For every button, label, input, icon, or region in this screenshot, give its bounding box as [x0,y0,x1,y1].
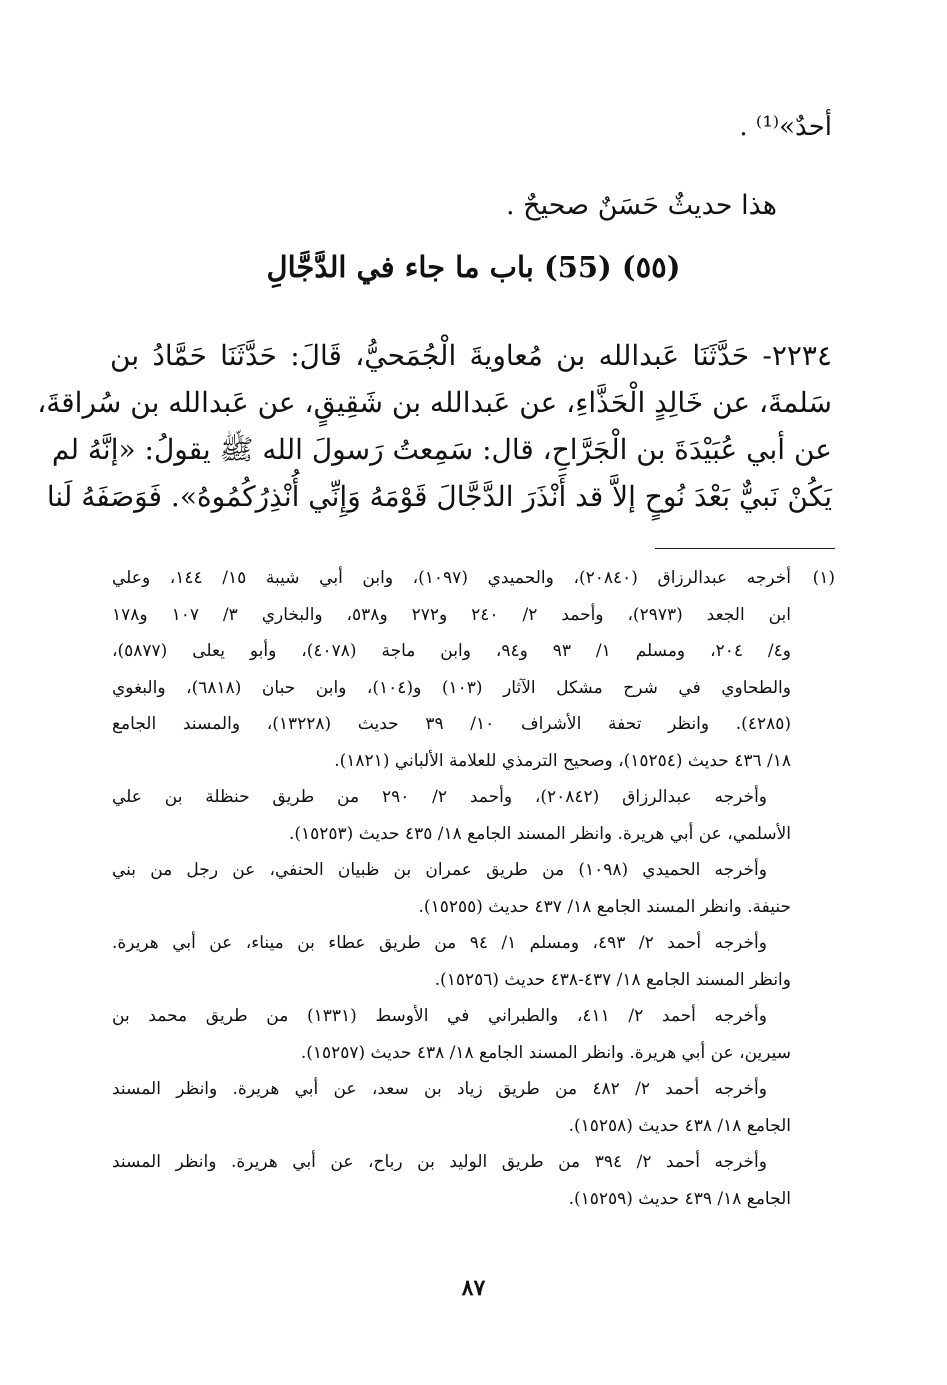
hadith-line: عن أبي عُبَيْدَةَ بن الْجَرَّاحِ، قال: سَمِعتُ رَسولَ الله ﷺ يقولُ: «إنَّهُ لم [51,433,832,466]
footnote-line: وانظر المسند الجامع ١٨/ ٤٣٧-٤٣٨ حديث (١٥٢٥٦). [434,969,791,990]
hadith-grading: هذا حديثٌ حَسَنٌ صحيحٌ . [506,190,777,221]
footnote-number: (١) [812,568,835,588]
footnote-line: و٤/ ٢٠٤، ومسلم ١/ ٩٣ و٩٤، وابن ماجة (٤٠٧٨)، وأبو يعلى (٥٨٧٧)، [112,641,791,661]
chapter-heading: (٥٥) (55) باب ما جاء في الدَّجَّالِ [266,250,681,284]
footnote-line: (٤٢٨٥). وانظر تحفة الأشراف ١٠/ ٣٩ حديث (١٣٢٢٨)، والمسند الجامع [112,714,791,734]
carryover-text: أحدٌ»⁽¹⁾ . [739,112,832,142]
footnote-line: ١٨/ ٤٣٦ حديث (١٥٢٥٤)، وصحيح الترمذي للعلامة الألباني (١٨٢١). [334,750,791,771]
hadith-text [37,332,832,520]
footnote-line: ابن الجعد (٢٩٧٣)، وأحمد ٢/ ٢٤٠ و٢٧٢ و٥٣٨، والبخاري ٣/ ١٠٧ و١٧٨ [112,604,792,625]
footnote-line: الجامع ١٨/ ٤٣٨ حديث (١٥٢٥٨). [568,1115,791,1136]
footnote-line: وأخرجه أحمد ٢/ ٣٩٤ من طريق الوليد بن رباح، عن أبي هريرة. وانظر المسند [112,1152,767,1172]
footnote-line: وأخرجه أحمد ٢/ ٤٨٢ من طريق زياد بن سعد، عن أبي هريرة. وانظر المسند [112,1079,767,1099]
hadith-line: سَلمةَ، عن خَالِدٍ الْحَذَّاءِ، عن عَبدالله بن شَقِيقٍ، عن عَبدالله بن سُراقةَ، [37,386,832,419]
footnote-line: وأخرجه أحمد ٢/ ٤١١، والطبراني في الأوسط (١٣٣١) من طريق محمد بن [112,1006,767,1026]
footnote-line: سيرين، عن أبي هريرة. وانظر المسند الجامع ١٨/ ٤٣٨ حديث (١٥٢٥٧). [300,1042,791,1063]
footnote-line: وأخرجه أحمد ٢/ ٤٩٣، ومسلم ١/ ٩٤ من طريق عطاء بن ميناء، عن أبي هريرة. [112,933,767,953]
footnotes [112,560,835,1217]
footnote-line: الجامع ١٨/ ٤٣٩ حديث (١٥٢٥٩). [568,1188,791,1209]
footnote-line: وأخرجه عبدالرزاق (٢٠٨٤٢)، وأحمد ٢/ ٢٩٠ من طريق حنظلة بن علي [112,787,767,807]
footnote-line: والطحاوي في شرح مشكل الآثار (١٠٣) و(١٠٤)، وابن حبان (٦٨١٨)، والبغوي [112,677,791,698]
hadith-line: يَكُنْ نَبيٌّ بَعْدَ نُوحٍ إلاَّ قد أَنْذَرَ الدَّجَّالَ قَوْمَهُ وَإِنِّي أُنْذِرُكُمُوهُ». فَوَصَفَهُ لَنا [46,480,832,513]
footnote-divider [655,548,835,549]
page-number: ٨٧ [461,1275,486,1301]
footnote-line: الأسلمي، عن أبي هريرة. وانظر المسند الجامع ١٨/ ٤٣٥ حديث (١٥٢٥٣). [288,823,791,844]
footnote-line: حنيفة. وانظر المسند الجامع ١٨/ ٤٣٧ حديث (١٥٢٥٥). [418,896,791,917]
footnote-line: أخرجه عبدالرزاق (٢٠٨٤٠)، والحميدي (١٠٩٧)، وابن أبي شيبة ١٥/ ١٤٤، وعلي [112,568,791,588]
footnote-line: وأخرجه الحميدي (١٠٩٨) من طريق عمران بن ظبيان الحنفي، عن رجل من بني [112,860,767,880]
footnote-text [112,560,791,1217]
hadith-line: ٢٢٣٤- حَدَّثَنَا عَبدالله بن مُعاويةَ الْجُمَحيُّ، قَالَ: حَدَّثَنَا حَمَّادُ بن [110,339,832,372]
